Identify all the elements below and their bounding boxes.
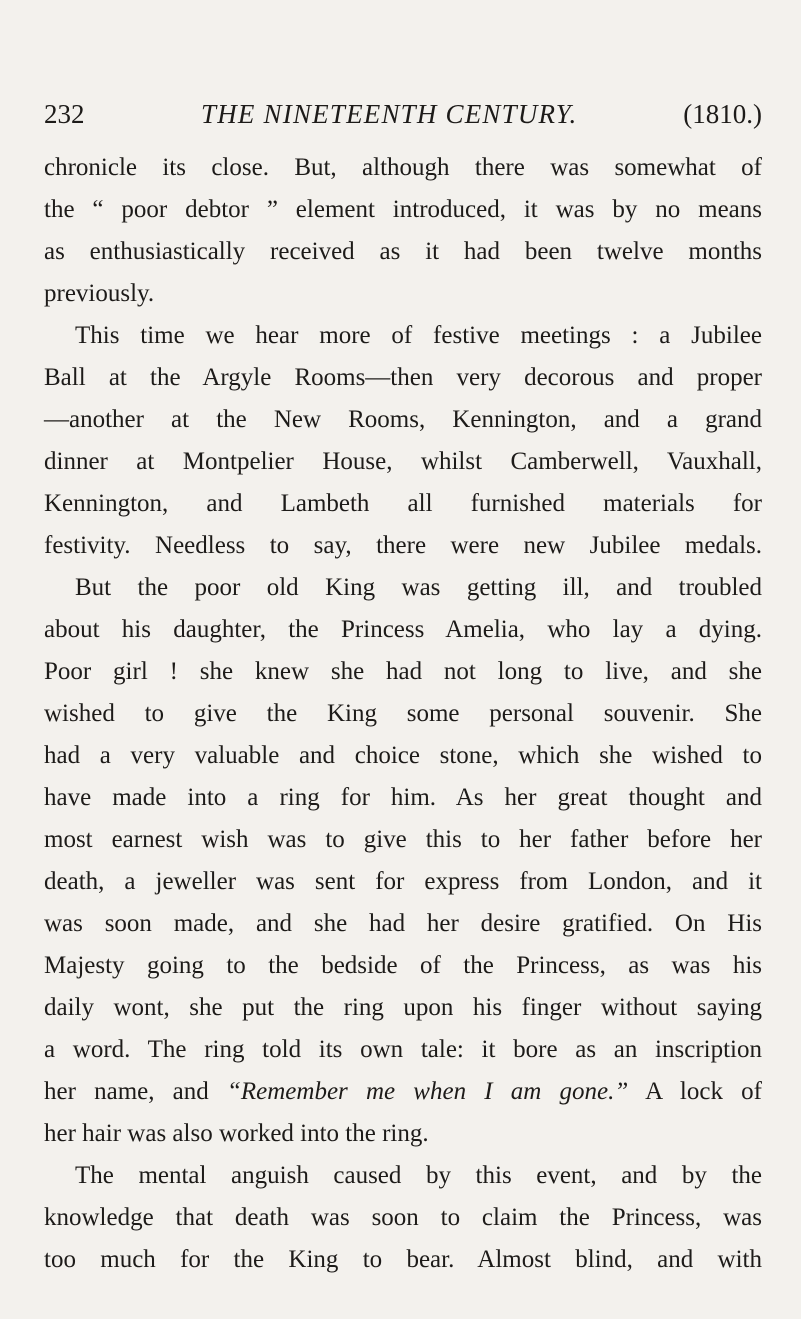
- text-line: about his daughter, the Princess Amelia, who lay a dying.: [44, 616, 762, 643]
- text-line: knowledge that death was soon to claim the Princess, was: [44, 1204, 762, 1231]
- text-line: the “ poor debtor ” element introduced, it was by no means: [44, 196, 762, 223]
- text-line: previously.: [44, 280, 155, 307]
- text-line: Ball at the Argyle Rooms—then very decorous and proper: [44, 364, 762, 391]
- text-line: chronicle its close. But, although there was somewhat of: [44, 154, 762, 181]
- page-number: 232: [44, 99, 85, 129]
- running-year: (1810.): [683, 99, 762, 129]
- text-segment: her name, and: [44, 1078, 227, 1105]
- text-line: This time we hear more of festive meetings : a Jubilee: [75, 322, 762, 349]
- text-line: have made into a ring for him. As her great thought and: [44, 784, 762, 811]
- text-line: Majesty going to the bedside of the Princess, as was his: [44, 952, 762, 979]
- text-line: most earnest wish was to give this to her father before her: [44, 826, 762, 853]
- running-title: THE NINETEENTH CENTURY.: [201, 99, 578, 129]
- text-segment: A lock of: [628, 1078, 762, 1105]
- text-line: was soon made, and she had her desire gratified. On His: [44, 910, 762, 937]
- text-line: had a very valuable and choice stone, which she wished to: [44, 742, 762, 769]
- text-line: Kennington, and Lambeth all furnished materials for: [44, 490, 762, 517]
- text-line: Poor girl ! she knew she had not long to live, and she: [44, 658, 762, 685]
- text-line: as enthusiastically received as it had been twelve months: [44, 238, 762, 265]
- text-line: her hair was also worked into the ring.: [44, 1120, 429, 1147]
- italic-inscription: “Remember me when I am gone.”: [226, 1078, 629, 1105]
- running-head: [44, 92, 762, 136]
- text-line: death, a jeweller was sent for express from London, and it: [44, 868, 762, 895]
- text-line: wished to give the King some personal souvenir. She: [44, 700, 762, 727]
- text-line-with-quote: [44, 1071, 762, 1113]
- text-line: festivity. Needless to say, there were new Jubilee medals.: [44, 532, 762, 559]
- text-line: But the poor old King was getting ill, and troubled: [75, 574, 762, 601]
- text-line: The mental anguish caused by this event, and by the: [75, 1162, 762, 1189]
- text-line: dinner at Montpelier House, whilst Camberwell, Vauxhall,: [44, 448, 762, 475]
- text-line: daily wont, she put the ring upon his finger without saying: [44, 994, 762, 1021]
- text-line: too much for the King to bear. Almost blind, and with: [44, 1246, 762, 1273]
- text-line: a word. The ring told its own tale: it bore as an inscription: [44, 1036, 762, 1063]
- text-line: —another at the New Rooms, Kennington, and a grand: [44, 406, 762, 433]
